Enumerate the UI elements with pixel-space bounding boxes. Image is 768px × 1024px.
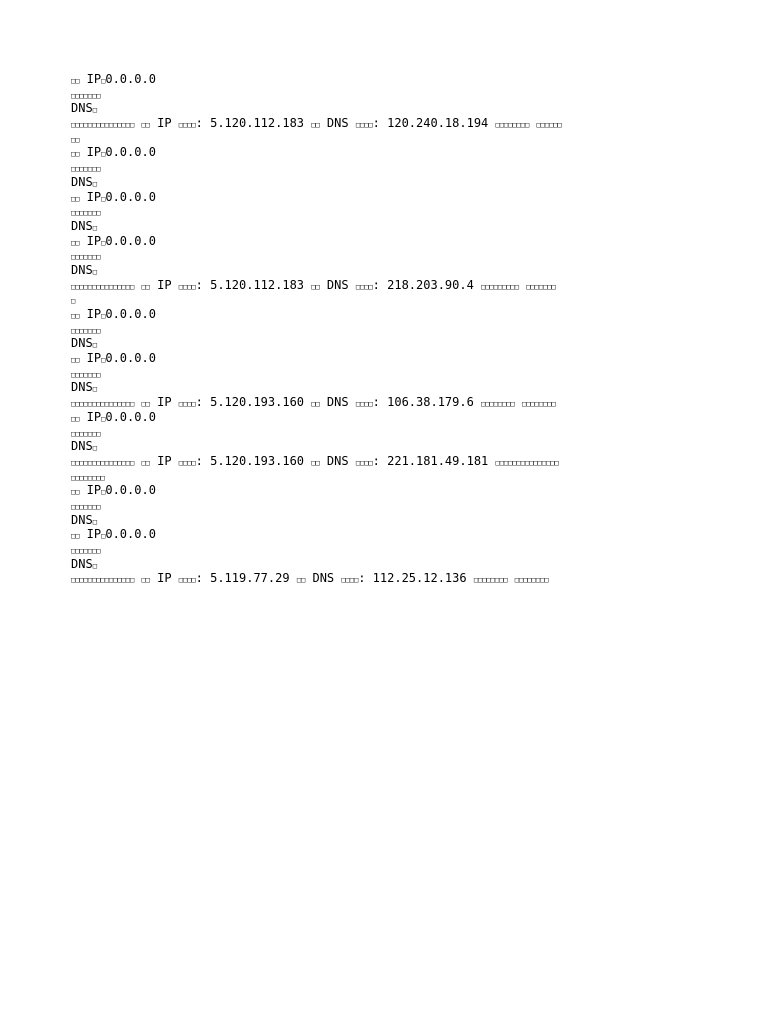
text-line: □□ IP□0.0.0.0 <box>71 409 156 424</box>
text-line: □□ IP□0.0.0.0 <box>71 145 156 160</box>
text-line: □□□□□□□□□□□□□□□ □□ IP □□□□: 5.120.112.183 □□ DNS □□□□: 120.240.18.194 □□□□□□□□ □□□□□□ <box>71 116 562 131</box>
text-line: □□□□□□□ <box>71 502 101 511</box>
text-line: □□□□□□□ <box>71 370 101 379</box>
text-line: □□ IP□0.0.0.0 <box>71 307 156 321</box>
text-line: □□ IP□0.0.0.0 <box>71 189 156 204</box>
text-line: DNS□ <box>71 262 97 277</box>
text-line: □□□□□□□ <box>71 91 101 100</box>
text-line: DNS□ <box>71 101 97 116</box>
text-line: □□□□□□□ <box>71 326 101 335</box>
text-line: DNS□ <box>71 556 97 571</box>
text-line: DNS□ <box>71 380 97 395</box>
text-line: □□□□□□□□□□□□□□□ □□ IP □□□□: 5.119.77.29 □□ DNS □□□□: 112.25.12.136 □□□□□□□□ □□□□□□□□ <box>71 571 549 586</box>
text-line: □□□□□□□□□□□□□□□ □□ IP □□□□: 5.120.193.160 □□ DNS □□□□: 221.181.49.181 □□□□□□□□□□□□□□□ <box>71 453 559 468</box>
text-line: □□ IP□0.0.0.0 <box>71 233 156 248</box>
text-line: DNS□ <box>71 512 97 527</box>
text-line: □□□□□□□ <box>71 547 101 555</box>
text-line: □□□□□□□ <box>71 429 101 438</box>
text-line: □□ IP□0.0.0.0 <box>71 72 156 86</box>
text-line: DNS□ <box>71 336 97 351</box>
text-line: □□□□□□□□□□□□□□□ □□ IP □□□□: 5.120.193.160 □□ DNS □□□□: 106.38.179.6 □□□□□□□□ □□□□□□□□ <box>71 395 556 410</box>
text-line: □□□□□□□ <box>71 253 101 262</box>
text-line: □□ <box>71 135 80 144</box>
text-line: □ <box>71 297 76 306</box>
text-line: □□ IP□0.0.0.0 <box>71 483 156 498</box>
document-body <box>71 72 696 586</box>
text-line: DNS□ <box>71 174 97 189</box>
text-line: □□□□□□□ <box>71 165 101 174</box>
text-line: □□□□□□□□ <box>71 473 105 482</box>
text-line: □□ IP□0.0.0.0 <box>71 351 156 366</box>
text-line: □□□□□□□□□□□□□□□ □□ IP □□□□: 5.120.112.183 □□ DNS □□□□: 218.203.90.4 □□□□□□□□□ □□□□□□□ <box>71 277 556 292</box>
text-line: □□□□□□□ <box>71 209 101 218</box>
text-line: DNS□ <box>71 439 97 454</box>
text-line: DNS□ <box>71 218 97 233</box>
text-line: □□ IP□0.0.0.0 <box>71 527 156 542</box>
